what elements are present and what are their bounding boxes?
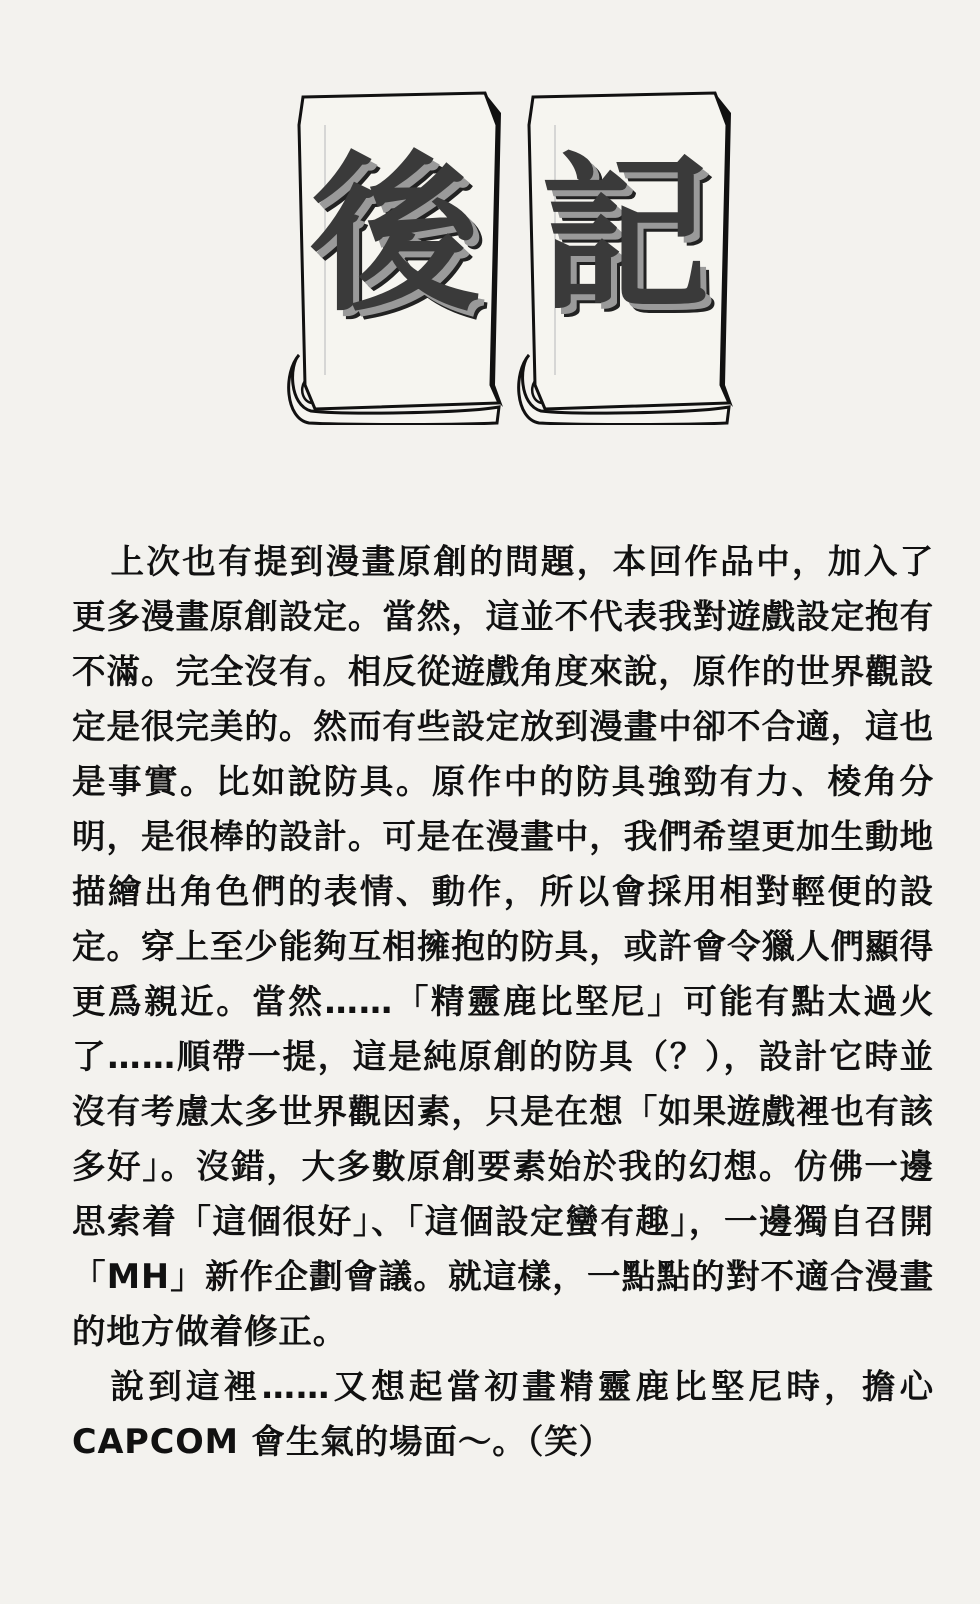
paragraph-1: 上次也有提到漫畫原創的問題，本回作品中，加入了更多漫畫原創設定。當然，這並不代表我對遊戲設定抱有不滿。完全沒有。相反從遊戲角度來說，原作的世界觀設定是很完美的。然而有些設定放到漫畫中卻不合適，這也是事實。比如說防具。原作中的防具強勁有力、棱角分明，是很棒的設計。可是在漫畫中，我們希望更加生動地描繪出角色們的表情、動作，所以會採用相對輕便的設定。穿上至少能夠互相擁抱的防具，或許會令獵人們顯得更爲親近。當然……「精靈鹿比堅尼」可能有點太過火了……順帶一提，這是純原創的防具（？），設計它時並沒有考慮太多世界觀因素，只是在想「如果遊戲裡也有該多好」。沒錯，大多數原創要素始於我的幻想。仿佛一邊思索着「這個很好」、「這個設定蠻有趣」，一邊獨自召開「MH」新作企劃會議。就這樣，一點點的對不適合漫畫的地方做着修正。 xyxy=(72,542,934,1351)
afterword-body xyxy=(72,534,934,1469)
title-banner xyxy=(285,85,765,435)
title-char-2: 記 xyxy=(539,135,710,335)
scroll-right xyxy=(515,85,735,425)
title-char-1: 後 xyxy=(309,135,480,335)
scroll-left xyxy=(285,85,505,425)
paragraph-2: 說到這裡……又想起當初畫精靈鹿比堅尼時，擔心CAPCOM 會生氣的場面～。（笑） xyxy=(72,1367,934,1461)
